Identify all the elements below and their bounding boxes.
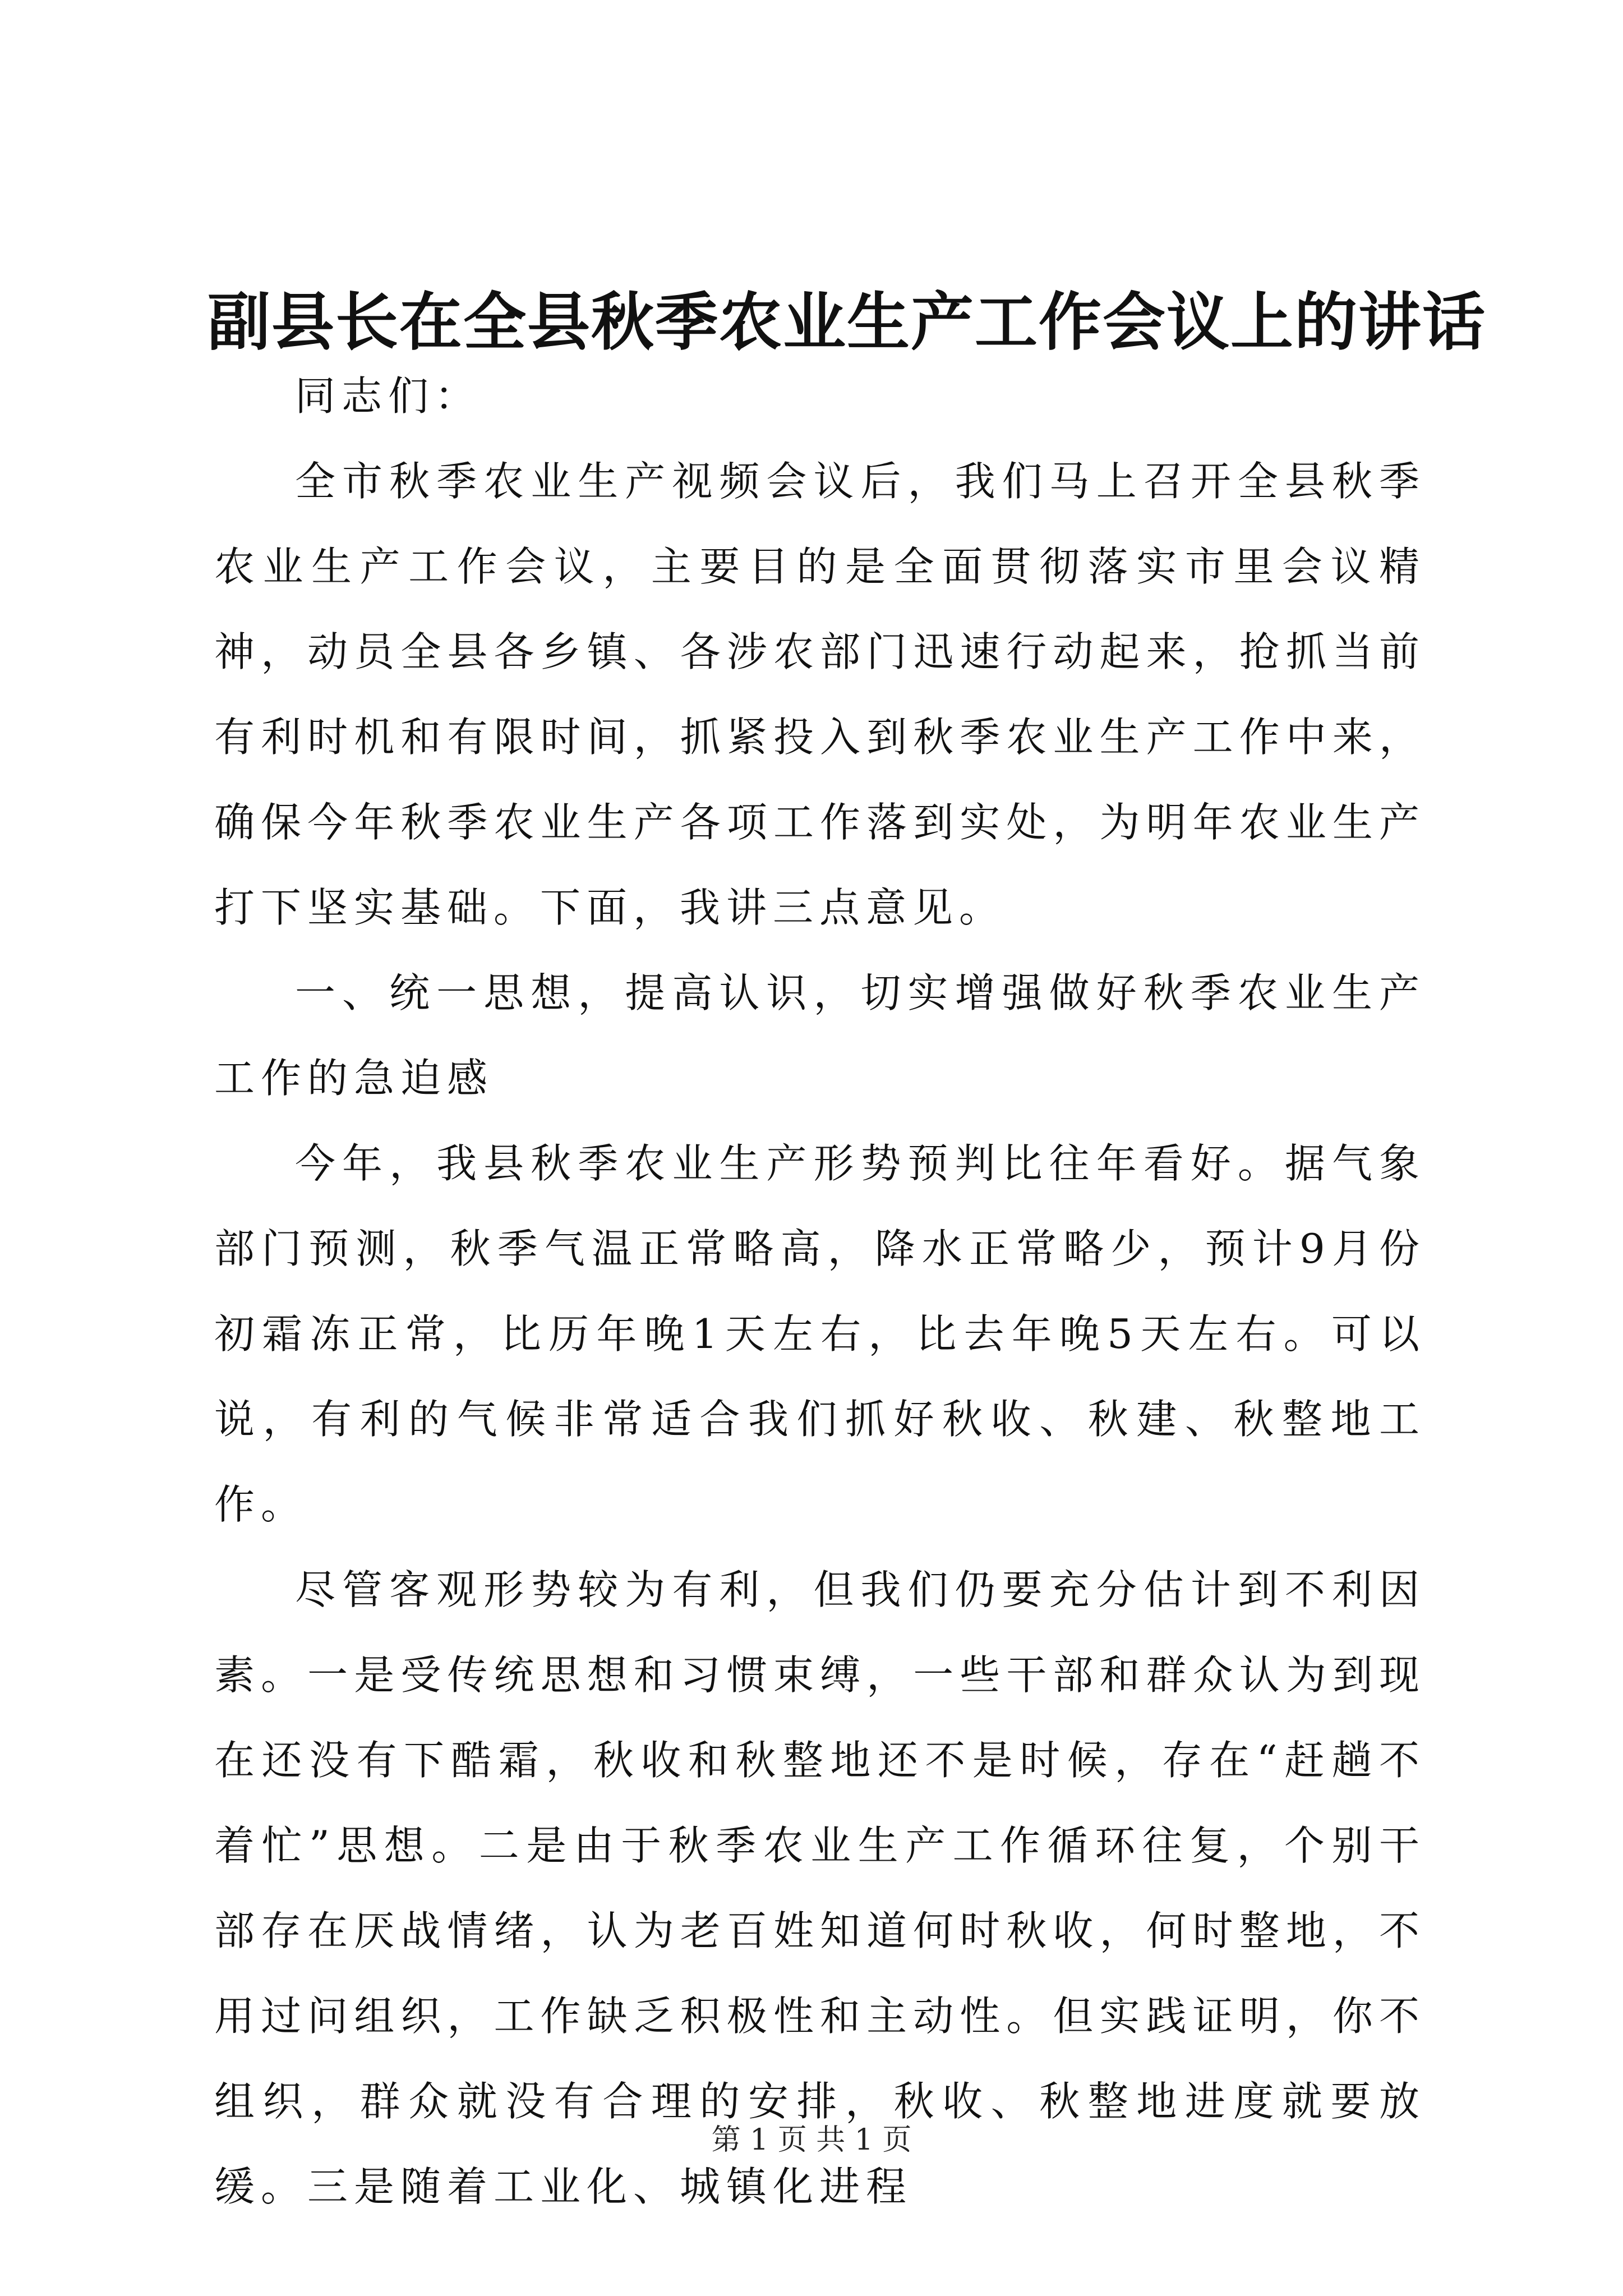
risk-factors-paragraph: 尽管客观形势较为有利，但我们仍要充分估计到不利因素。一是受传统思想和习惯束缚，一些干部和群众认为到现在还没有下酷霜，秋收和秋整地还不是时候，存在“赶趟不着忙”思想。二是由于秋季农业生产工作循环往复，个别干部存在厌战情绪，认为老百姓知道何时秋收，何时整地，不用过问组织，工作缺乏积极性和主动性。但实践证明，你不组织，群众就没有合理的安排，秋收、秋整地进度就要放缓。三是随着工业化、城镇化进程	[214, 1566, 1426, 2210]
document-body	[214, 353, 1426, 2229]
page-number-label: 第 1 页 共 1 页	[711, 2123, 912, 2157]
document-title: 副县长在全县秋季农业生产工作会议上的讲话	[208, 286, 1486, 359]
page-footer	[0, 2120, 1623, 2160]
salutation-paragraph: 同志们：	[295, 372, 482, 420]
intro-paragraph: 全市秋季农业生产视频会议后，我们马上召开全县秋季农业生产工作会议，主要目的是全面贯彻落实市里会议精神，动员全县各乡镇、各涉农部门迅速行动起来，抢抓当前有利时机和有限时间，抓紧投入到秋季农业生产工作中来，确保今年秋季农业生产各项工作落到实处，为明年农业生产打下坚实基础。下面，我讲三点意见。	[214, 458, 1426, 931]
weather-paragraph: 今年，我县秋季农业生产形势预判比往年看好。据气象部门预测，秋季气温正常略高，降水正常略少，预计9月份初霜冻正常，比历年晚1天左右，比去年晚5天左右。可以说，有利的气候非常适合我们抓好秋收、秋建、秋整地工作。	[214, 1140, 1426, 1528]
section-heading-one: 一、统一思想，提高认识，切实增强做好秋季农业生产工作的急迫感	[214, 969, 1426, 1102]
